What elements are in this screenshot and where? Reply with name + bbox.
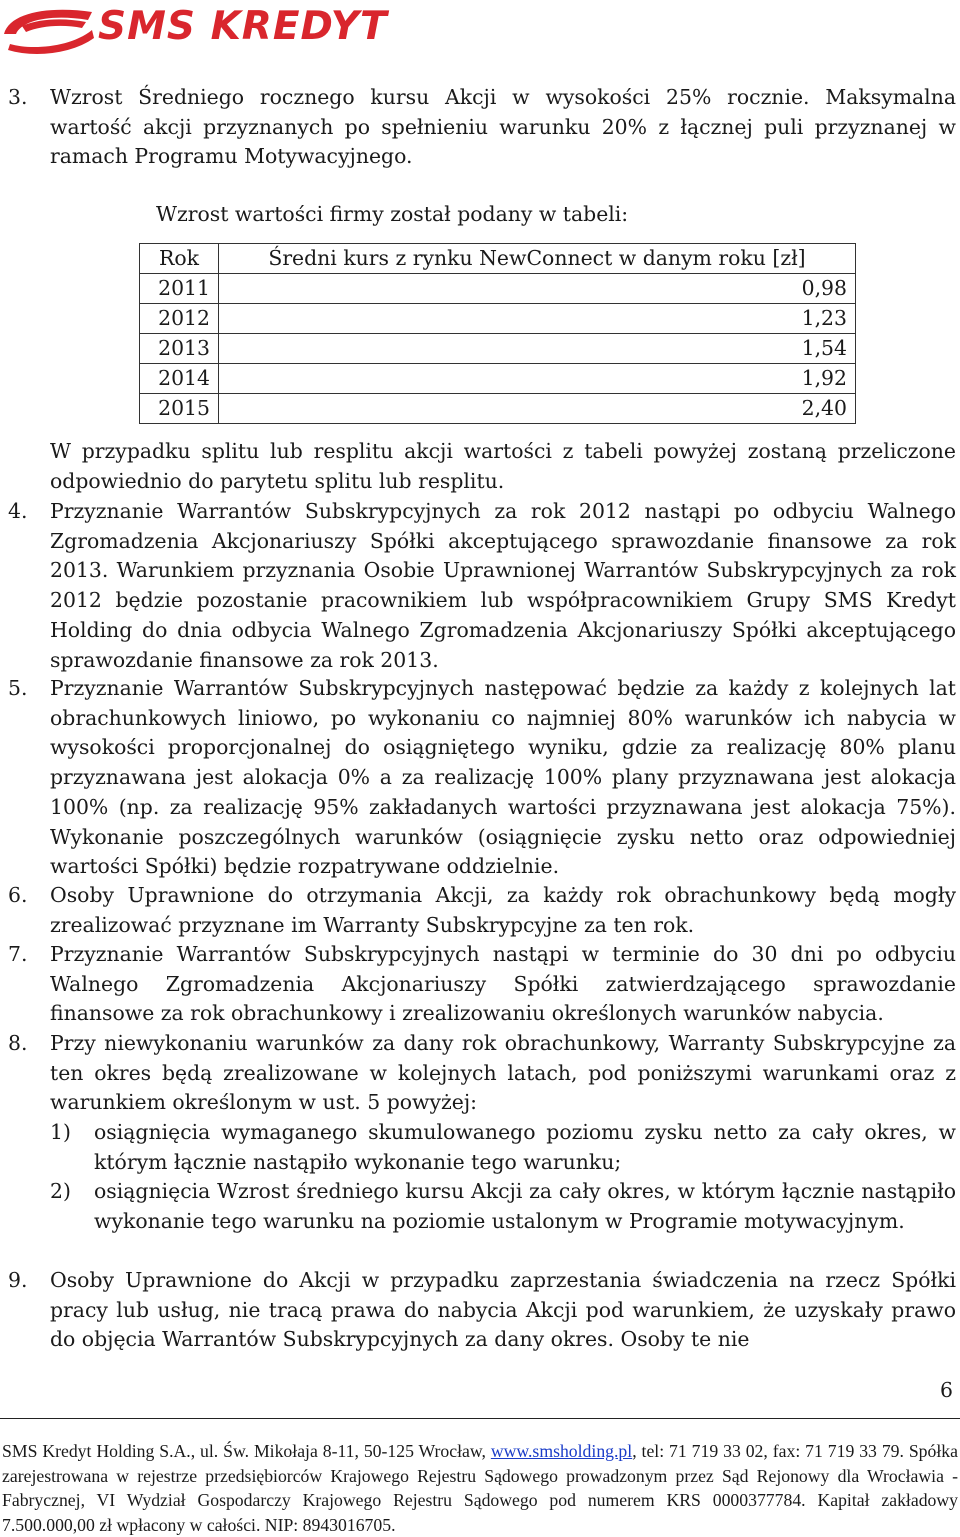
split-note: W przypadku splitu lub resplitu akcji wartości z tabeli powyżej zostaną przeliczone odpowiednio do parytetu splitu lub resplitu. [50, 439, 956, 493]
table-cell-year: 2013 [140, 334, 219, 364]
logo-swoosh-icon [0, 4, 96, 56]
table-cell-value: 2,40 [219, 394, 856, 424]
table-cell-year: 2014 [140, 364, 219, 394]
table-header-year: Rok [140, 244, 219, 274]
item-number: 6. [8, 883, 28, 907]
table-cell-year: 2011 [140, 274, 219, 304]
item-number: 4. [8, 499, 28, 523]
table-header-row [140, 244, 856, 274]
subitem-number: 1) [50, 1120, 71, 1144]
table-header-value: Średni kurs z rynku NewConnect w danym roku [zł] [219, 244, 856, 274]
item-number: 8. [8, 1031, 28, 1055]
item-number: 5. [8, 676, 28, 700]
item-9-text: Osoby Uprawnione do Akcji w przypadku zaprzestania świadczenia na rzecz Spółki pracy lub usług, nie tracą prawa do nabycia Akcji pod warunkiem, że uzyskały prawo do objęcia Warrantów Subskrypcyjnych za dany okres. Osoby te nie [50, 1268, 956, 1352]
footer-registration: , tel: 71 719 33 02, fax: 71 719 33 79. Spółka zarejestrowana w rejestrze przedsiębiorców Krajowego Rejestru Sądowego prowadzonym przez Sąd Rejonowy dla Wrocławia - Fabrycznej, VI Wydział Gospodarczy Krajowego Rejestru Sądowego pod numerem KRS 0000377784. Kapitał zakładowy 7.500.000,00 zł wpłacony w całości. NIP: 8943016705. [2, 1441, 958, 1535]
subitem-number: 2) [50, 1179, 71, 1203]
table-cell-value: 1,23 [219, 304, 856, 334]
item-8-text: Przy niewykonaniu warunków za dany rok obrachunkowy, Warranty Subskrypcyjne za ten okres będą zrealizowane w kolejnych latach, pod poniższymi warunkami oraz z warunkiem określonym w ust. 5 powyżej: [50, 1031, 956, 1115]
item-number: 9. [8, 1268, 28, 1292]
item-7-text: Przyznanie Warrantów Subskrypcyjnych nastąpi w terminie do 30 dni po odbyciu Walnego Zgromadzenia Akcjonariuszy Spółki zatwierdzającego sprawozdanie finansowe za rok obrachunkowy i zrealizowaniu określonych warunków nabycia. [50, 942, 956, 1026]
table-cell-value: 1,92 [219, 364, 856, 394]
table-caption: Wzrost wartości firmy został podany w tabeli: [156, 202, 629, 226]
table-cell-year: 2012 [140, 304, 219, 334]
company-logo [0, 0, 440, 58]
item-8-1-text: osiągnięcia wymaganego skumulowanego poziomu zysku netto za cały okres, w którym łącznie nastąpiło wykonanie tego warunku; [94, 1120, 956, 1174]
share-price-table [139, 243, 856, 424]
logo-wordmark: SMS KREDYT [98, 4, 388, 49]
item-4-text: Przyznanie Warrantów Subskrypcyjnych za rok 2012 nastąpi po odbyciu Walnego Zgromadzenia Akcjonariuszy Spółki akceptującego sprawozdanie finansowe za rok 2013. Warunkiem przyznania Osobie Uprawnionej Warrantów Subskrypcyjnych za rok 2012 będzie pozostanie pracownikiem lub współpracownikiem Grupy SMS Kredyt Holding do dnia odbycia Walnego Zgromadzenia Akcjonariuszy Spółki akceptującego sprawozdanie finansowe za rok 2013. [50, 499, 956, 672]
page-number: 6 [940, 1378, 953, 1402]
table-row [140, 304, 856, 334]
item-6-text: Osoby Uprawnione do otrzymania Akcji, za każdy rok obrachunkowy będą mogły zrealizować przyznane im Warranty Subskrypcyjne za ten rok. [50, 883, 956, 937]
table-cell-value: 1,54 [219, 334, 856, 364]
item-number: 3. [8, 85, 28, 109]
website-link[interactable]: www.smsholding.pl [490, 1441, 633, 1461]
item-5-text: Przyznanie Warrantów Subskrypcyjnych następować będzie za każdy z kolejnych lat obrachunkowych liniowo, po wykonaniu co najmniej 80% warunków ich nabycia w wysokości proporcjonalnej do osiągniętego wyniku, gdzie za realizację 80% planu przyznawana jest alokacja 0% a za realizację 100% plany przyznawana jest alokacja 100% (np. za realizację 95% zakładanych wartości przyznawana jest alokacja 75%). Wykonanie poszczególnych warunków (osiągnięcie zysku netto oraz odpowiedniej wartości Spółki) będzie rozpatrywane oddzielnie. [50, 676, 956, 879]
table-cell-value: 0,98 [219, 274, 856, 304]
table-cell-year: 2015 [140, 394, 219, 424]
item-3-text: Wzrost Średniego rocznego kursu Akcji w wysokości 25% rocznie. Maksymalna wartość akcji przyznanych po spełnieniu warunku 20% z łącznej puli przyznanej w ramach Programu Motywacyjnego. [50, 85, 956, 169]
table-row [140, 274, 856, 304]
item-8-2-text: osiągnięcia Wzrost średniego kursu Akcji za cały okres, w którym łącznie nastąpiło wykonanie tego warunku na poziomie ustalonym w Programie motywacyjnym. [94, 1179, 956, 1233]
table-row [140, 394, 856, 424]
item-number: 7. [8, 942, 28, 966]
footer-address: SMS Kredyt Holding S.A., ul. Św. Mikołaja 8-11, 50-125 Wrocław, [2, 1441, 491, 1461]
table-row [140, 334, 856, 364]
table-row [140, 364, 856, 394]
footer-text [2, 1439, 958, 1537]
footer-divider [0, 1418, 960, 1419]
